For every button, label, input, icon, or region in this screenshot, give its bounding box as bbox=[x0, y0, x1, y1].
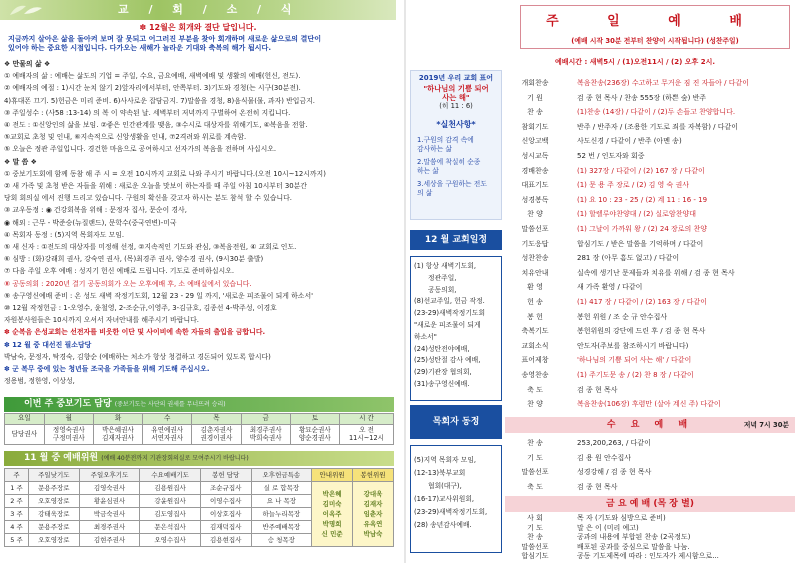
pastor-item: 협회(대구), bbox=[428, 482, 462, 490]
service-order-label: 찬 송 bbox=[527, 108, 543, 117]
service-order-value: (1) 요 10 : 23 - 25 / (2) 계 11 : 16 - 19 bbox=[577, 195, 708, 204]
service-order-label: 봉 헌 bbox=[527, 312, 543, 321]
service-order-value: (1) 그날이 가까워 왕 / (2) 24 장로의 찬양 bbox=[577, 225, 708, 233]
service-order-value: 봉헌위원의 강단에 드린 후 / 검 종 현 목사 bbox=[577, 327, 706, 336]
schedule-item: (8)선교주일, 헌금 작정. bbox=[414, 297, 485, 306]
service-order-value: 합심기도 / 받은 말씀을 기억하며 / 다같이 bbox=[577, 239, 704, 248]
news-item: ⑧ 공동의회 : 2020년 결기 공동의회가 오는 오후예배 후, 소 예배실에서 있습니다. bbox=[4, 279, 252, 288]
table-cell: 황묘순권사 양순경권사 bbox=[290, 425, 339, 445]
wednesday-service-bar bbox=[505, 417, 795, 433]
service-order-value: 복음찬송(106장) 후렴만 (살아 계신 주) 다같이 bbox=[577, 400, 721, 409]
theme-line: 사는 해" bbox=[442, 92, 470, 102]
schedule-item: (31)송구영신예배. bbox=[414, 379, 470, 388]
wednesday-order-list bbox=[505, 436, 795, 496]
news-item: ⑤ 오늘은 정관 주일입니다. 경건한 마음으로 공여하시고 선자가의 복음을 전하며 사십시오. bbox=[4, 145, 277, 154]
service-order-row bbox=[505, 266, 795, 281]
service-order-row bbox=[505, 222, 795, 237]
news-item: ① 예배자의 삶 : 예배는 삶도의 기업 = 주일, 수요, 금요예배, 새벽예배 및 생활의 예배(헌신, 전도). bbox=[4, 72, 301, 81]
service-order-label: 말씀선포 bbox=[521, 468, 549, 477]
ushers-section-bar bbox=[4, 451, 394, 466]
table-cell: 박금숙권사 bbox=[79, 508, 140, 521]
service-order-label: 성시교독 bbox=[521, 152, 549, 160]
service-order-label: 기 도 bbox=[527, 523, 543, 532]
service-order-row bbox=[505, 310, 795, 325]
service-order-row bbox=[505, 134, 795, 149]
service-order-label: 성찬찬송 bbox=[521, 254, 549, 263]
news-item: ⑤교회로 초청 및 인내, ⑥지속적으로 신앙생활을 인내, ⑦2격려와 위로를 계속함. bbox=[4, 133, 247, 142]
service-order-value: (1) 327장 / 다같이 / (2) 167 장 / 다같이 bbox=[577, 166, 705, 175]
table-cell: 김현주권사 bbox=[79, 534, 140, 547]
news-item: ③ 교우동정 : ◉ 건강회복을 위해 : 문정자 집사, 문순이 경사, bbox=[4, 206, 187, 215]
table-cell: 정영숙권사 구정미권사 bbox=[44, 425, 93, 445]
friday-title: 금 요 예 배 (목 장 별) bbox=[606, 499, 694, 509]
table-header: 금 bbox=[241, 414, 290, 425]
table-header: 수 bbox=[143, 414, 192, 425]
church-theme-box bbox=[410, 70, 502, 220]
service-order-label: 말씀선포 bbox=[521, 542, 549, 551]
service-order-value: 반주 / 반주자 / (조용한 기도로 죄를 자복함) / 다같이 bbox=[577, 122, 739, 131]
table-header: 봉헌 담당 bbox=[200, 469, 251, 482]
service-order-label: 송영찬송 bbox=[521, 371, 549, 379]
service-order-value: 새 가족 환영 / 다같이 bbox=[577, 283, 643, 292]
sunday-service-note: (예배 시작 30분 전부터 찬양이 시작됩니다) (성찬주일) bbox=[571, 37, 739, 45]
schedule-item: (29)기관장 협의회, bbox=[414, 368, 472, 377]
service-order-row bbox=[505, 368, 795, 383]
service-order-row bbox=[505, 76, 795, 91]
service-order-value: 검 종 현 목사 bbox=[577, 482, 618, 491]
table-cell: 오호영장로 bbox=[29, 534, 80, 547]
service-order-row bbox=[505, 91, 795, 106]
service-order-row bbox=[505, 543, 795, 553]
schedule-item: (1) 항상 새벽기도회, bbox=[414, 262, 477, 270]
service-order-value: 공동 기도제목에 따라 : 인도자가 제시함으로... bbox=[577, 552, 719, 561]
service-order-row bbox=[505, 193, 795, 208]
news-item: 정용범, 정한영, 이상성, bbox=[4, 377, 75, 386]
service-order-row bbox=[505, 339, 795, 354]
schedule-item: (24)성탄전야예배, bbox=[414, 344, 470, 353]
news-item: ⑨ 송구영신예배 준비 : 온 성도 새벽 작정기도회, 12월 23 - 29 일 까지, '새로운 피조물이 되게 하소서' bbox=[4, 291, 314, 300]
service-order-row bbox=[505, 324, 795, 339]
service-order-row bbox=[505, 465, 795, 480]
offering-names: 강대욱 김재자 임춘자 유옥연 박남숙 bbox=[353, 482, 394, 547]
december-schedule-title: 12 월 교회일정 bbox=[410, 230, 502, 250]
table-cell: 이영수집사 bbox=[200, 495, 251, 508]
service-order-label: 기 원 bbox=[527, 93, 543, 102]
service-order-value: 안도자(주보를 참조하시기 바랍니다) bbox=[577, 341, 689, 350]
table-cell: 김용현집사 bbox=[200, 534, 251, 547]
service-order-value: (1) 417 장 / 다같이 / (2) 163 장 / 다같이 bbox=[577, 298, 707, 306]
table-cell: 최경주권사 bbox=[79, 521, 140, 534]
table-cell: 승 청목장 bbox=[251, 534, 312, 547]
sunday-service-title: 주 일 예 배 bbox=[546, 14, 764, 29]
action-item: 3.세상을 구원하는 전도 의 삶 bbox=[417, 180, 487, 197]
service-order-label: 찬 송 bbox=[527, 439, 543, 447]
intro-heading: ✽ 12월은 회개와 결단 달입니다. bbox=[139, 23, 257, 32]
service-order-row bbox=[505, 207, 795, 222]
service-order-value: 검 종 현 목사 bbox=[577, 385, 618, 394]
friday-service-bar bbox=[505, 496, 795, 512]
pastor-news-box bbox=[410, 405, 502, 560]
table-cell: 오 전 11시~12시 bbox=[339, 425, 393, 445]
pastor-item: (12-13)북부교회 bbox=[414, 469, 466, 477]
service-order-row bbox=[505, 178, 795, 193]
table-cell: 김재덕집사 bbox=[200, 521, 251, 534]
service-order-row bbox=[505, 295, 795, 310]
sunday-order-list bbox=[505, 76, 795, 416]
schedule-item: 공동의회, bbox=[428, 285, 457, 294]
wednesday-title: 수 요 예 배 bbox=[606, 420, 694, 430]
table-cell: 김영숙권사 bbox=[79, 482, 140, 495]
news-list bbox=[4, 58, 394, 387]
news-item: ① 중보기도회에 함께 동참 해 주 시 = 오전 10시까지 교회로 나와 주시기 바랍니다.(오전 10시~12시까지) bbox=[4, 169, 326, 178]
december-schedule-list bbox=[410, 256, 502, 401]
service-order-label: 찬 양 bbox=[527, 400, 543, 409]
table-cell: 문용주장로 bbox=[29, 482, 80, 495]
service-order-value: 복음찬송(236장) 수고하고 무거운 짐 진 자들아 / 다같이 bbox=[577, 79, 749, 87]
service-order-label: 기 도 bbox=[527, 453, 543, 462]
service-order-label: 찬 양 bbox=[527, 210, 543, 219]
service-order-row bbox=[505, 237, 795, 252]
service-order-label: 합심기도 bbox=[521, 552, 549, 561]
news-heading: ❖ 만물의 삶 ❖ bbox=[4, 60, 51, 68]
table-cell: 요 나 목장 bbox=[251, 495, 312, 508]
ushers-header-row bbox=[5, 469, 394, 482]
pastor-news-list bbox=[410, 445, 502, 553]
table-header: 화 bbox=[93, 414, 142, 425]
service-order-label: 찬 송 bbox=[527, 533, 543, 542]
news-banner-title: 교 / 회 / 소 / 식 bbox=[118, 3, 300, 16]
table-cell: 최경주권사 박희숙권사 bbox=[241, 425, 290, 445]
table-cell: 조순규집사 bbox=[200, 482, 251, 495]
table-cell: 3 주 bbox=[5, 508, 29, 521]
table-cell: 실 로 합목장 bbox=[251, 482, 312, 495]
table-header: 주일낮기도 bbox=[29, 469, 80, 482]
table-cell: 김용원집사 bbox=[140, 482, 201, 495]
service-order-label: 신앙고백 bbox=[521, 137, 549, 146]
table-cell: 5 주 bbox=[5, 534, 29, 547]
prayer-subtitle: (중보기도는 사단의 권세를 무너뜨려 승리) bbox=[114, 401, 226, 408]
action-title: *실천사항* bbox=[436, 120, 476, 130]
service-order-label: 헌 송 bbox=[527, 298, 543, 306]
service-order-row bbox=[505, 105, 795, 120]
service-order-value: 배포된 공과를 중심으로 말씀을 나눔. bbox=[577, 542, 690, 551]
december-schedule-box bbox=[410, 230, 502, 400]
table-header: 주 bbox=[5, 469, 29, 482]
action-item: 1.구원의 감격 속에 감사하는 삶 bbox=[417, 136, 474, 153]
table-cell: 4 주 bbox=[5, 521, 29, 534]
table-header: 봉헌위원 bbox=[353, 469, 394, 482]
prayer-section-bar bbox=[4, 397, 394, 412]
service-order-value: 검 종 현 목사 / 찬송 555장 (하쁜 숲) 반주 bbox=[577, 93, 707, 102]
news-item: ◉ 해외 : 근무 - 박준승(뉴질랜드), 문학수(중국연변)-미국 bbox=[4, 218, 177, 227]
schedule-item: (23-29)새벽작정기도회 bbox=[414, 309, 486, 318]
pastor-news-title: 목회자 동정 bbox=[410, 405, 502, 439]
news-item: ⑩ 12월 작정헌금 : 1-오영수, 윤철영, 2-조순규,이영주, 3-김규호, 김종선 4-박주성, 이경호 bbox=[4, 304, 277, 313]
table-cell: 문용주장로 bbox=[29, 521, 80, 534]
table-cell: 이상호집사 bbox=[200, 508, 251, 521]
prayer-header-row bbox=[5, 414, 394, 425]
service-order-value: '하나님의 기쁨 되어 사는 해' / 다같이 bbox=[577, 356, 692, 365]
table-header: 월 bbox=[44, 414, 93, 425]
service-order-row bbox=[505, 149, 795, 164]
service-order-label: 기도응답 bbox=[521, 239, 549, 248]
service-order-label: 대표기도 bbox=[521, 181, 549, 190]
table-header: 토 bbox=[290, 414, 339, 425]
table-header: 주일오후기도 bbox=[79, 469, 140, 482]
service-order-value: 성경강해 / 검 종 현 목사 bbox=[577, 468, 652, 477]
service-order-label: 개회찬송 bbox=[521, 79, 549, 87]
service-order-value: (1) 주기도문 송 / (2) 찬 8 장 / 다같이 bbox=[577, 371, 694, 379]
pastor-item: (5)지역 목회자 모임, bbox=[414, 456, 477, 464]
news-item: ✽ 순복음 은성교회는 선전자를 비웃한 이단 및 사이비에 속한 자들의 출입을 금합니다. bbox=[4, 328, 266, 337]
table-header: 요일 bbox=[5, 414, 45, 425]
church-news-panel bbox=[0, 0, 396, 563]
news-item: 자원봉사원들은 10시까지 오셔서 자녀안내를 해주시기 바랍니다. bbox=[4, 316, 199, 325]
schedule-item: 하소서" bbox=[414, 332, 437, 341]
table-cell: 강윤원집사 bbox=[140, 495, 201, 508]
service-order-label: 경배찬송 bbox=[521, 166, 549, 175]
table-header: 오후헌금특송 bbox=[251, 469, 312, 482]
table-header: 목 bbox=[192, 414, 241, 425]
service-order-value: (1) 문 용 주 장로 / (2) 김 영 숙 권사 bbox=[577, 181, 690, 190]
schedule-item: (25)성탄절 감사 예배, bbox=[414, 356, 481, 365]
news-item: ④ 목회자 동정 : (5)지역 목회자도 모임. bbox=[4, 230, 125, 239]
service-order-row bbox=[505, 524, 795, 534]
schedule-item: "새로운 피조물이 되게 bbox=[414, 320, 481, 329]
table-cell: 황윤심권사 bbox=[79, 495, 140, 508]
table-cell: 반주예배목장 bbox=[251, 521, 312, 534]
table-row bbox=[5, 482, 394, 495]
service-order-row bbox=[505, 436, 795, 451]
news-item: 4)휴대폰 끄기. 5)헌금은 미리 준비. 6)사사로운 잡담금지. 7)말씀을 경청, 8)음식물(물, 과자) 반입금지. bbox=[4, 96, 315, 105]
table-cell: 박은혜권사 김재자권사 bbox=[93, 425, 142, 445]
service-times: 예배시간 : 새벽5시 / (1)오전11시 / (2) 오후 2시. bbox=[555, 58, 715, 66]
service-order-label: 표어제창 bbox=[521, 356, 549, 365]
service-order-label: 축 도 bbox=[527, 385, 543, 394]
service-order-value: 사도신경 / 다같이 / 반주 (아멘 송) bbox=[577, 137, 682, 146]
service-order-row bbox=[505, 480, 795, 495]
news-item: ⑤ 새 신자 : ①전도의 대상자를 미정해 선정, ②지속적인 기도와 관심, ③복음전원, ④ 교회로 인도. bbox=[4, 243, 297, 252]
news-item: ⑦ 다음 주일 오후 예배 : 성지기 헌신 예배로 드립니다. 기도로 준비하십시오. bbox=[4, 267, 235, 276]
table-cell: 오영수집사 bbox=[140, 534, 201, 547]
service-order-row bbox=[505, 552, 795, 562]
service-order-row bbox=[505, 397, 795, 412]
friday-order-list bbox=[505, 514, 795, 562]
table-cell: 1 주 bbox=[5, 482, 29, 495]
pastor-item: (28) 송년감사예배. bbox=[414, 521, 472, 529]
usher-names: 박은혜 김미숙 이옥주 박명희 신 민준 bbox=[312, 482, 353, 547]
theme-year: 2019년 우리 교회 표어 bbox=[418, 74, 494, 82]
table-cell: 하늘누리목장 bbox=[251, 508, 312, 521]
wednesday-time: 저녁 7시 30분 bbox=[743, 421, 789, 429]
news-heading: ❖ 말 씀 ❖ bbox=[4, 157, 37, 166]
theme-reference: (히 11 : 6) bbox=[439, 101, 473, 110]
service-order-row bbox=[505, 251, 795, 266]
news-item: ④ 전도 : ①신앙인의 삶을 보임. ②좋은 인간관계를 맺음, ③수시로 대상자를 위해기도, ④복음을 전함. bbox=[4, 121, 308, 130]
service-order-label: 말씀선포 bbox=[521, 225, 549, 233]
table-cell: 유연예권사 서연자권사 bbox=[143, 425, 192, 445]
service-order-label: 축 도 bbox=[527, 482, 543, 491]
service-order-row bbox=[505, 120, 795, 135]
service-order-label: 치유안내 bbox=[521, 268, 549, 277]
service-order-label: 성경봉독 bbox=[521, 195, 549, 204]
service-order-value: 봉헌 위원 / 조 순 규 안수집사 bbox=[577, 312, 668, 321]
service-order-row bbox=[505, 383, 795, 398]
service-order-value: (1)찬송 (14장) / 다같이 / (2)두 손들고 찬양합니다. bbox=[577, 108, 736, 117]
news-item: 당회 회의실 에서 진행 드리고 있습니다. 구원의 확신을 갖고자 하시는 분도 참석 할 수 있습니다. bbox=[4, 194, 292, 203]
service-order-value: 281 장 (아무 흠도 없고) / 다같이 bbox=[577, 254, 680, 263]
service-order-value: (1) 할렐루야찬양대 / (2) 실로암찬양대 bbox=[577, 210, 696, 219]
news-item: 박남숙, 문정자, 탁경숙, 김향순 (예배하는 처소가 항상 청결하고 경돈되어 있도록 합시다) bbox=[4, 352, 271, 361]
service-order-value: 253,200,263, / 다같이 bbox=[577, 439, 651, 447]
pastor-item: (16-17)교사위원회, bbox=[414, 495, 475, 503]
theme-line: "하나님의 기쁨 되어 bbox=[423, 83, 489, 93]
service-order-label: 환 영 bbox=[527, 283, 543, 292]
leaf-icon bbox=[6, 2, 46, 18]
prayer-title: 이번 주 중보기도 담당 bbox=[24, 399, 112, 409]
service-order-label: 교회소식 bbox=[521, 341, 549, 350]
service-order-row bbox=[505, 451, 795, 466]
prayer-table bbox=[4, 413, 394, 445]
ushers-title: 11 월 중 예배위원 bbox=[24, 453, 99, 463]
table-cell: 강태욱장로 bbox=[29, 508, 80, 521]
action-item: 2.말씀에 착실히 순종 하는 삶 bbox=[417, 158, 481, 175]
service-order-value: 공과의 내용에 부합된 찬송 (2곡정도) bbox=[577, 533, 691, 542]
news-item: ③ 주일성수 : (사58 :13-14) 의 복 이 약속된 날. 세벽부터 저녁까지 구별하여 온전히 지킵니다. bbox=[4, 108, 291, 117]
news-item: ② 새 가족 및 초청 받은 자들을 위해 : 새로운 오늘을 맛보이 하는자를 때 주일 아침 10시부터 30분간 bbox=[4, 182, 307, 191]
pastor-item: (23-29)새벽작정기도회, bbox=[414, 508, 488, 516]
news-item: ✽ 군 복무 중에 있는 청년들 조국을 가족들을 위해 기도해 주십시오. bbox=[4, 365, 210, 374]
service-order-value: 말 은 이 (미리 예고) bbox=[577, 523, 639, 532]
service-order-row bbox=[505, 164, 795, 179]
service-order-row bbox=[505, 353, 795, 368]
schedule-item: 정관주일, bbox=[428, 273, 457, 282]
prayer-row bbox=[5, 425, 394, 445]
news-item: ② 예배자의 예절 : 1)시간 눈치 않기 2)앞자리에서부터, 안쪽부터. 3)기도와 경청(는 시구(30분전). bbox=[4, 84, 301, 93]
table-cell: 김춘자권사 권경이권사 bbox=[192, 425, 241, 445]
table-cell: 김도영집사 bbox=[140, 508, 201, 521]
intro-line: 있어야 하는 중요한 시점입니다. 다가오는 새해가 놀라운 기대와 축복의 해가 됩시다. bbox=[8, 43, 272, 53]
service-order-row bbox=[505, 514, 795, 524]
service-order-row bbox=[505, 533, 795, 543]
intro-text bbox=[8, 34, 392, 53]
service-order-value: 52 번 / 인도자와 회중 bbox=[577, 152, 645, 160]
table-header: 시 간 bbox=[339, 414, 393, 425]
service-order-row bbox=[505, 280, 795, 295]
service-order-label: 참회기도 bbox=[521, 122, 549, 131]
prayer-row-label: 담당권사 bbox=[5, 425, 45, 445]
ushers-subtitle: (예배 40분전까지 기관장회의실로 모여주시기 바랍니다) bbox=[101, 455, 249, 462]
service-order-label: 축복기도 bbox=[521, 327, 549, 336]
table-cell: 2 주 bbox=[5, 495, 29, 508]
service-order-label: 사 회 bbox=[527, 514, 543, 522]
service-order-value: 실속에 생기난 문제들과 치유를 위해 / 검 종 현 목사 bbox=[577, 268, 735, 277]
table-header: 안내위원 bbox=[312, 469, 353, 482]
service-order-value: 김 용 원 안수집사 bbox=[577, 453, 632, 462]
page-fold bbox=[404, 0, 406, 563]
table-cell: 오호영장로 bbox=[29, 495, 80, 508]
table-cell: 문은석집사 bbox=[140, 521, 201, 534]
intro-line: 지금까지 살아온 삶을 돌아켜 보며 잘 못되고 어그러진 부분을 찾아 회개하며 새로운 삶으로의 결단이 bbox=[8, 34, 322, 43]
table-header: 수요예배기도 bbox=[140, 469, 201, 482]
ushers-table bbox=[4, 468, 394, 547]
news-item: ✽ 12 월 중 대선진 필소담당 bbox=[4, 340, 92, 349]
service-order-value: 목 자 (기도와 심방으로 준비) bbox=[577, 514, 666, 522]
news-item: ⑥ 심방 : (화)강래희 권사, 강숙연 권사, (목)최경주 권사, 양수경 권사, (9시30분 출발) bbox=[4, 255, 264, 264]
